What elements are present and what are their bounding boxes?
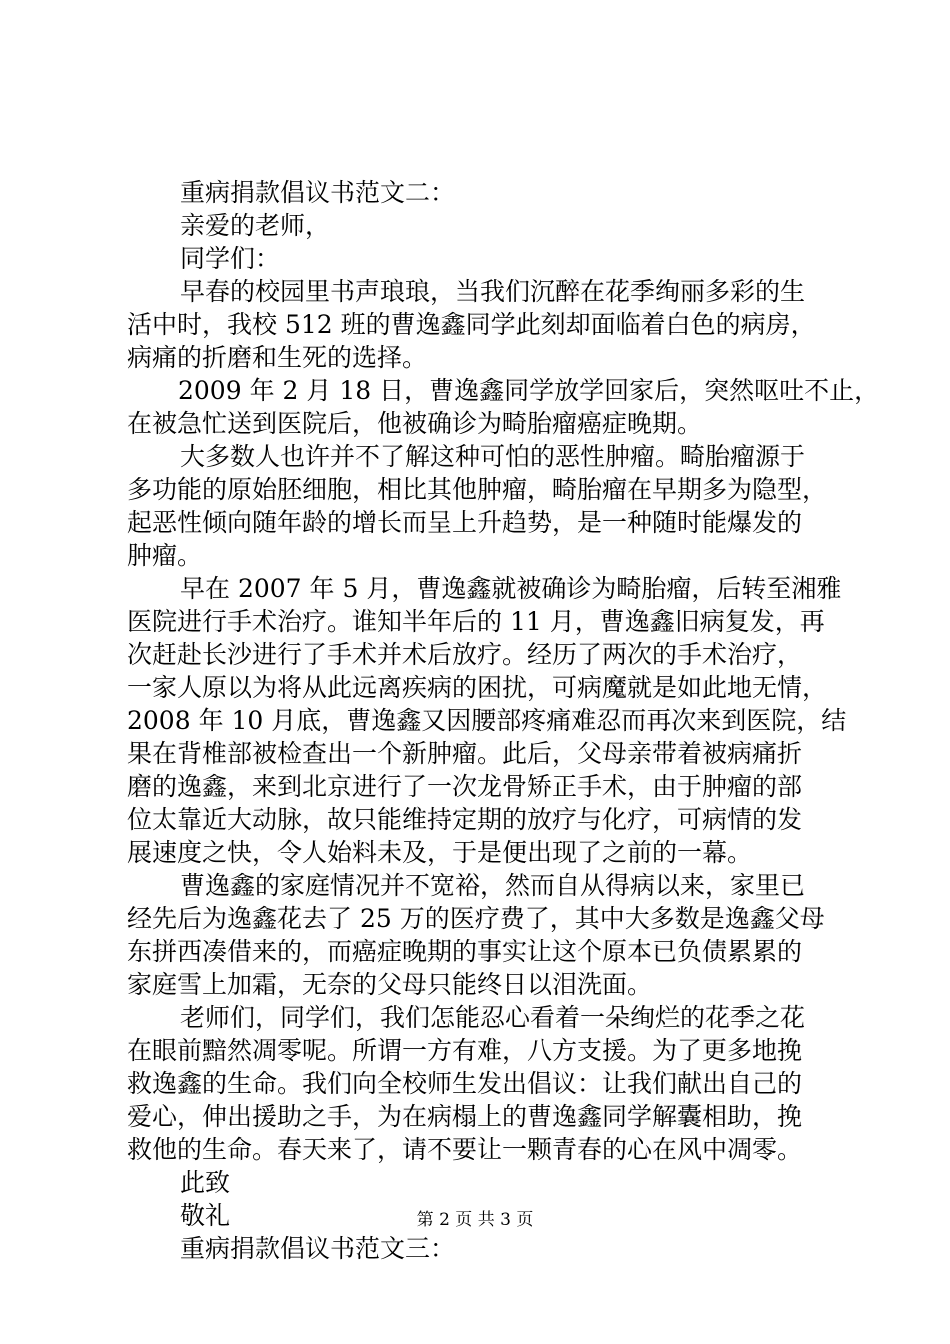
paragraph: [127, 374, 880, 440]
text-line: 肿瘤。: [127, 541, 203, 570]
text-line: 早在 2007 年 5 月，曹逸鑫就被确诊为畸胎瘤，后转至湘雅: [180, 574, 842, 603]
text-line: 在被急忙送到医院后，他被确诊为畸胎瘤癌症晚期。: [127, 409, 703, 438]
text-line: 2009 年 2 月 18 日，曹逸鑫同学放学回家后，突然呕吐不止，: [178, 376, 880, 405]
text-line: 大多数人也许并不了解这种可怕的恶性肿瘤。畸胎瘤源于: [180, 442, 806, 471]
salutation-line: 亲爱的老师，: [180, 211, 331, 240]
text-line: 在眼前黯然凋零呢。所谓一方有难，八方支援。为了更多地挽: [127, 1036, 803, 1065]
text-line: 家庭雪上加霜，无奈的父母只能终日以泪洗面。: [127, 970, 653, 999]
text-line: 经先后为逸鑫花去了 25 万的医疗费了，其中大多数是逸鑫父母: [127, 904, 825, 933]
text-line: 2008 年 10 月底，曹逸鑫又因腰部疼痛难忍而再次来到医院，结: [127, 706, 847, 735]
text-line: 展速度之快，令人始料未及，于是便出现了之前的一幕。: [127, 838, 753, 867]
text-line: 老师们，同学们，我们怎能忍心看着一朵绚烂的花季之花: [180, 1003, 806, 1032]
text-line: 位太靠近大动脉，故只能维持定期的放疗与化疗，可病情的发: [127, 805, 803, 834]
text-line: 早春的校园里书声琅琅，当我们沉醉在花季绚丽多彩的生: [180, 277, 806, 306]
text-line: 病痛的折磨和生死的选择。: [127, 343, 428, 372]
text-line: 一家人原以为将从此远离疾病的困扰，可病魔就是如此地无情，: [127, 673, 828, 702]
text-line: 医院进行手术治疗。谁知半年后的 11 月，曹逸鑫旧病复发，再: [127, 607, 825, 636]
paragraph: [127, 572, 847, 869]
paragraph: [127, 1001, 837, 1166]
text-line: 果在背椎部被检查出一个新肿瘤。此后，父母亲带着被病痛折: [127, 739, 803, 768]
text-line: 救他的生命。春天来了，请不要让一颗青春的心在风中凋零。: [127, 1135, 803, 1164]
paragraph: [127, 869, 837, 1001]
page-footer: 第 2 页 共 3 页: [416, 1210, 534, 1230]
paragraph: [127, 440, 837, 572]
text-line: 次赶赴长沙进行了手术并术后放疗。经历了两次的手术治疗，: [127, 640, 803, 669]
closing-line: 此致: [180, 1168, 231, 1197]
salutation-line: 同学们：: [180, 244, 281, 273]
document-body: [127, 176, 880, 1265]
text-line: 曹逸鑫的家庭情况并不宽裕，然而自从得病以来，家里已: [180, 871, 806, 900]
text-line: 东拼西凑借来的，而癌症晚期的事实让这个原本已负债累累的: [127, 937, 803, 966]
text-line: 救逸鑫的生命。我们向全校师生发出倡议：让我们献出自己的: [127, 1069, 803, 1098]
text-line: 爱心，伸出援助之手，为在病榻上的曹逸鑫同学解囊相助，挽: [127, 1102, 803, 1131]
paragraph: [127, 275, 837, 374]
text-line: 磨的逸鑫，来到北京进行了一次龙骨矫正手术，由于肿瘤的部: [127, 772, 803, 801]
text-line: 起恶性倾向随年龄的增长而呈上升趋势，是一种随时能爆发的: [127, 508, 803, 537]
closing-line: 敬礼: [180, 1201, 231, 1230]
section-heading: 重病捐款倡议书范文二：: [180, 178, 456, 207]
text-line: 多功能的原始胚细胞，相比其他肿瘤，畸胎瘤在早期多为隐型，: [127, 475, 828, 504]
text-line: 活中时，我校 512 班的曹逸鑫同学此刻却面临着白色的病房，: [127, 310, 816, 339]
section-heading: 重病捐款倡议书范文三：: [180, 1234, 456, 1263]
